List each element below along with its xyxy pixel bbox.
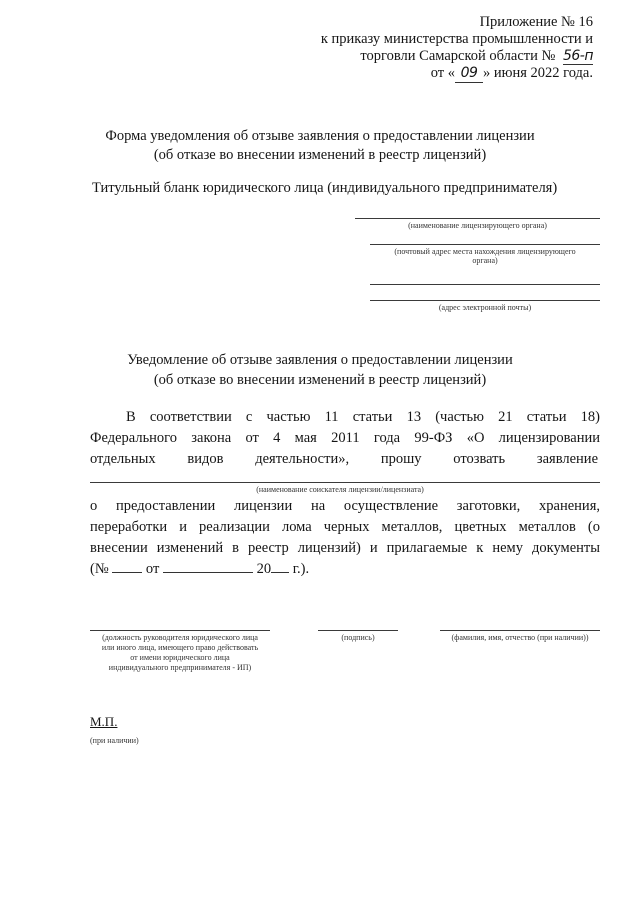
doc-number-label: (№ [90, 561, 109, 577]
postal-caption-2: органа) [472, 256, 498, 265]
form-title-line1: Форма уведомления об отзыве заявления о предоставлении лицензии [105, 128, 535, 144]
org-name-caption: (наименование лицензирующего органа) [408, 221, 547, 230]
doc-year-prefix: 20 [256, 561, 272, 577]
org-name-line [355, 218, 600, 219]
title-page-subtitle: Титульный бланк юридического лица (индивидуального предпринимателя) [92, 180, 558, 196]
postal-caption-1: (почтовый адрес места нахождения лицензирующего [394, 247, 576, 256]
body-line-7 [90, 559, 600, 579]
notice-title-line2: (об отказе во внесении изменений в реестр лицензий) [153, 372, 487, 388]
date-suffix: » июня 2022 года. [482, 65, 593, 81]
email-line [370, 300, 600, 301]
signature-caption: (подпись) [341, 633, 375, 642]
stamp-label: М.П. [90, 714, 118, 729]
applicant-caption: (наименование соискателя лицензии/лицензиата) [256, 485, 424, 494]
order-ministry-line [360, 48, 593, 65]
body-line-3: отдельных видов деятельности», прошу отозвать заявление [90, 451, 598, 467]
doc-year-blank [271, 562, 289, 573]
form-title-line2: (об отказе во внесении изменений в реестр лицензий) [153, 147, 487, 163]
signature-line [318, 630, 398, 631]
order-reference: к приказу министерства промышленности и [320, 31, 593, 47]
doc-date-label: от [145, 561, 160, 577]
order-date-line [431, 65, 593, 83]
notice-title-line1: Уведомление об отзыве заявления о предоставлении лицензии [127, 352, 513, 368]
name-caption: (фамилия, имя, отчество (при наличии)) [451, 633, 589, 642]
email-caption: (адрес электронной почты) [438, 303, 532, 312]
doc-year-suffix: г.). [292, 561, 310, 577]
body-line-6: внесении изменений в реестр лицензий) и прилагаемые к нему документы [90, 540, 600, 556]
name-line [440, 630, 600, 631]
body-line-5: переработки и реализации лома черных металлов, цветных металлов (о [90, 519, 600, 535]
position-caption-4: индивидуального предпринимателя - ИП) [108, 663, 252, 672]
postal-address-line [370, 244, 600, 245]
position-caption-3: от имени юридического лица [130, 653, 230, 662]
stamp-note: (при наличии) [90, 736, 139, 745]
order-day: 09 [455, 65, 483, 83]
body-line-2: Федерального закона от 4 мая 2011 года 99-ФЗ «О лицензировании [90, 430, 600, 446]
doc-date-blank [163, 562, 253, 573]
address-extra-line [370, 284, 600, 285]
position-caption-1: (должность руководителя юридического лица [102, 633, 258, 642]
body-line-1: В соответствии с частью 11 статьи 13 (частью 21 статьи 18) [126, 409, 600, 425]
position-caption-2: или иного лица, имеющего право действовать [101, 643, 259, 652]
ministry-prefix: торговли Самарской области № [360, 48, 556, 64]
doc-number-blank [112, 562, 142, 573]
position-line [90, 630, 270, 631]
date-prefix: от « [430, 65, 455, 81]
body-line-4: о предоставлении лицензии на осуществление заготовки, хранения, [90, 498, 600, 514]
order-number: 56-п [562, 48, 593, 64]
applicant-line [90, 482, 600, 483]
appendix-number: Приложение № 16 [479, 14, 593, 30]
